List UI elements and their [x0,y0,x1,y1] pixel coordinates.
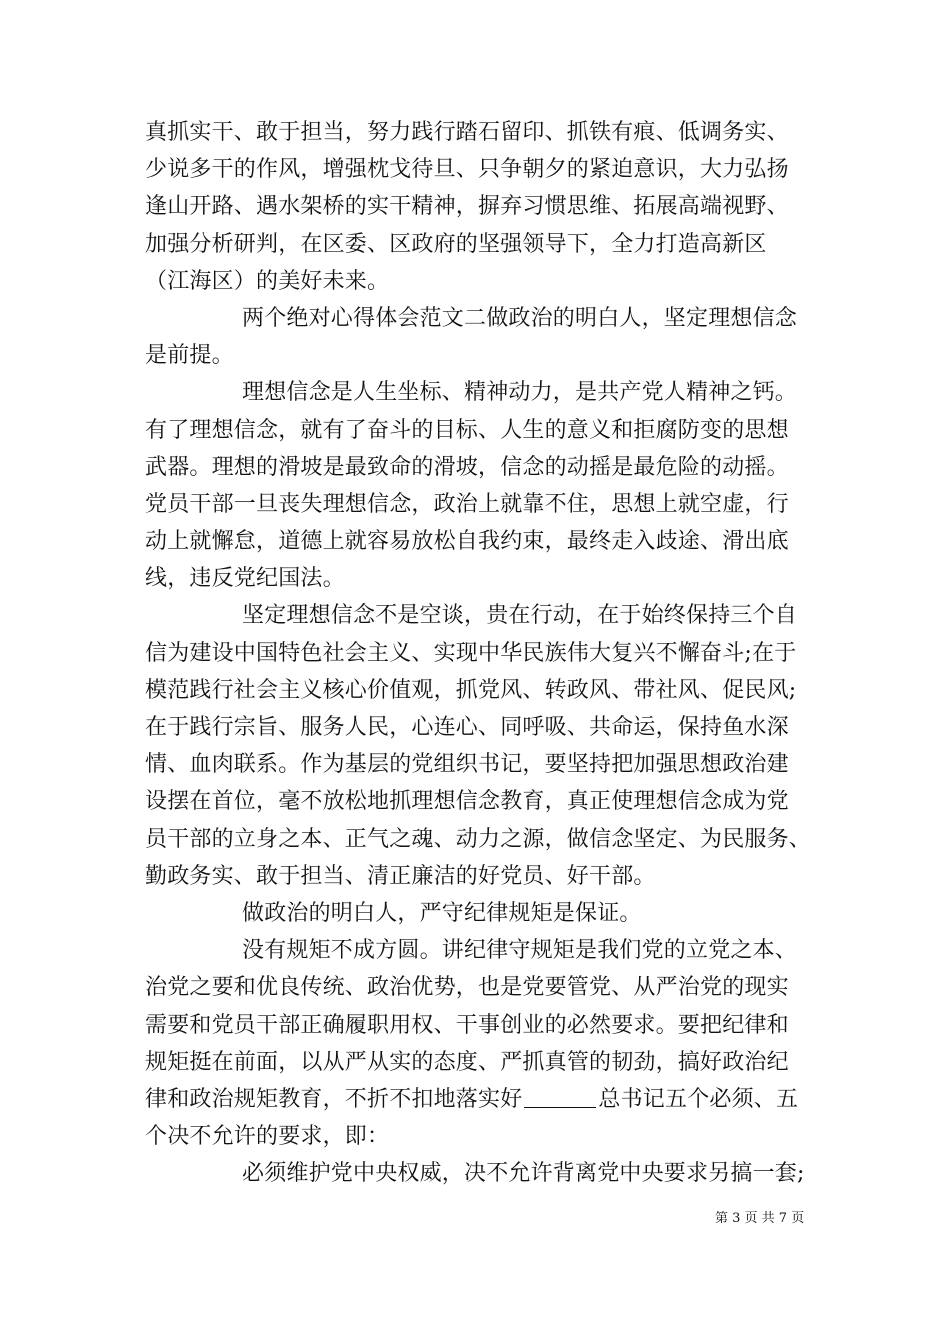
paragraph-start: 坚定理想信念不是空谈，贵在行动，在于始终保持三个自 [242,603,798,629]
paragraph-start: 理想信念是人生坐标、精神动力，是共产党人精神之钙。 [242,380,798,406]
text-segment: 总书记五个必须、五 [598,1086,799,1112]
text-line: 设摆在首位，毫不放松地抓理想信念教育，真正使理想信念成为党 [145,789,789,815]
text-line: 个决不允许的要求，即： [145,1124,390,1150]
paragraph-start: 必须维护党中央权威，决不允许背离党中央要求另搞一套; [242,1161,805,1187]
text-line: 线，违反党纪国法。 [145,566,345,592]
paragraph-heading: 做政治的明白人，严守纪律规矩是保证。 [242,900,642,926]
text-line: 需要和党员干部正确履职用权、干事创业的必然要求。要把纪律和 [145,1012,789,1038]
text-line: 在于践行宗旨、服务人民，心连心、同呼吸、共命运，保持鱼水深 [145,715,789,740]
text-line: 情、血肉联系。作为基层的党组织书记，要坚持把加强思想政治建 [145,752,789,778]
text-line: 逢山开路、遇水架桥的实干精神，摒弃习惯思维、拓展高端视野、 [145,194,789,220]
paragraph-heading: 两个绝对心得体会范文二做政治的明白人，坚定理想信念 [242,305,798,331]
page-number-footer: 第 3 页 共 7 页 [715,1211,805,1226]
text-line: 信为建设中国特色社会主义、实现中华民族伟大复兴不懈奋斗;在于 [145,640,797,666]
text-line: 员干部的立身之本、正气之魂、动力之源，做信念坚定、为民服务、 [145,826,812,852]
text-line: 是前提。 [145,343,234,369]
paragraph-start: 没有规矩不成方圆。讲纪律守规矩是我们党的立党之本、 [242,938,798,964]
text-line: 有了理想信念，就有了奋斗的目标、人生的意义和拒腐防变的思想 [145,417,789,443]
text-segment: 律和政治规矩教育，不折不扣地落实好 [145,1086,523,1112]
text-line: 动上就懈怠，道德上就容易放松自我约束，最终走入歧途、滑出底 [145,529,789,555]
document-body [145,114,825,1192]
blank-underline [524,1085,596,1108]
text-line: 少说多干的作风，增强枕戈待旦、只争朝夕的紧迫意识，大力弘扬 [145,157,789,183]
text-line: 真抓实干、敢于担当，努力践行踏石留印、抓铁有痕、低调务实、 [145,120,789,145]
text-line: （江海区）的美好未来。 [145,268,390,294]
text-line-with-blank [145,1081,825,1118]
text-line: 模范践行社会主义核心价值观，抓党风、转政风、带社风、促民风; [145,677,797,703]
text-line: 加强分析研判，在区委、区政府的坚强领导下，全力打造高新区 [145,231,767,257]
text-line: 武器。理想的滑坡是最致命的滑坡，信念的动摇是最危险的动摇。 [145,454,789,480]
text-line: 治党之要和优良传统、政治优势，也是党要管党、从严治党的现实 [145,975,789,1001]
text-line: 规矩挺在前面，以从严从实的态度、严抓真管的韧劲，搞好政治纪 [145,1049,789,1075]
text-line: 勤政务实、敢于担当、清正廉洁的好党员、好干部。 [145,863,656,889]
text-line: 党员干部一旦丧失理想信念，政治上就靠不住，思想上就空虚，行 [145,491,789,517]
